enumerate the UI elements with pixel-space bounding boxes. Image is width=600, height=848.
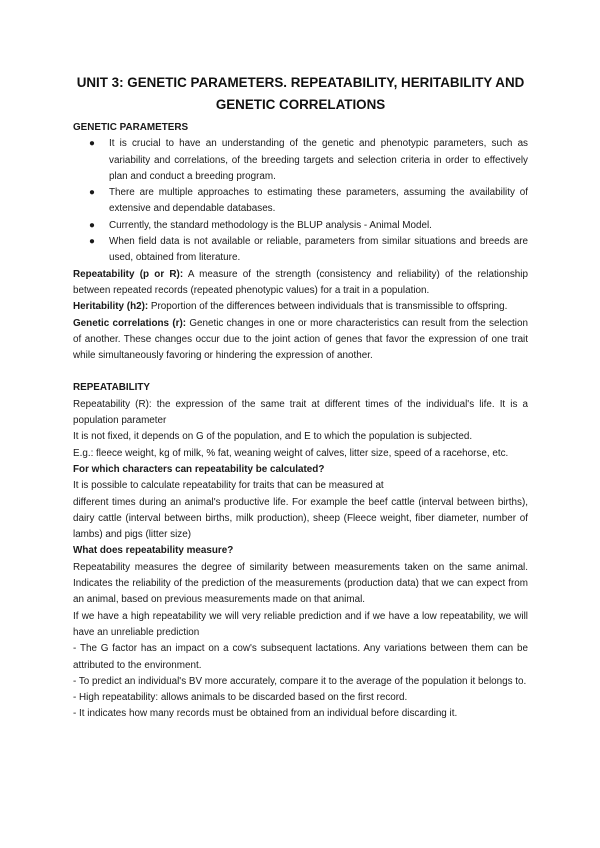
bullet-icon: ● [89, 236, 95, 248]
paragraph: E.g.: fleece weight, kg of milk, % fat, weaning weight of calves, litter size, speed of a racehorse, etc. [73, 447, 509, 459]
bullet-item: ● There are multiple approaches to estimating these parameters, assuming the availability of extensive and dependable databases. [89, 187, 528, 215]
bullet-item: ● Currently, the standard methodology is the BLUP analysis - Animal Model. [109, 218, 528, 234]
paragraph: - To predict an individual's BV more accurately, compare it to the average of the population it belongs to. [73, 675, 527, 687]
paragraph: - High repeatability: allows animals to be discarded based on the first record. [73, 692, 408, 704]
paragraph: It is not fixed, it depends on G of the population, and E to which the population is subjected. [73, 431, 473, 443]
paragraph: different times during an animal's productive life. For example the beef cattle (interval between births), dairy cattle (interval between births, milk production), sheep (Fleece weight, fiber diameter, number of lambs) and pigs (litter size) [73, 496, 528, 541]
definition-genetic-correlations: Genetic correlations (r): Genetic changes in one or more characteristics can result from the selection of another. These changes occur due to the joint action of genes that favor the expression of one trait while simultaneously favoring or hindering the expression of another. [73, 317, 528, 362]
paragraph: Repeatability measures the degree of similarity between measurements taken on the same animal. Indicates the reliability of the prediction of the measurements (production data) that we can expect from an animal, based on previous measurements made on that animal. [73, 561, 528, 606]
definition-term: Repeatability (p or R): [73, 268, 184, 280]
definition-term: Genetic correlations (r): [73, 317, 187, 329]
bullet-item: ● When field data is not available or reliable, parameters from similar situations and breeds are used, obtained from literature. [89, 236, 528, 264]
bullet-icon: ● [89, 187, 95, 199]
document-title: UNIT 3: GENETIC PARAMETERS. REPEATABILITY, HERITABILITY AND GENETIC CORRELATIONS [76, 75, 525, 112]
paragraph: - It indicates how many records must be obtained from an individual before discarding it. [73, 708, 458, 720]
definition-heritability: Heritability (h2): Proportion of the differences between individuals that is transmissible to offspring. [73, 301, 508, 313]
section-heading-genetic-parameters: GENETIC PARAMETERS [73, 122, 189, 133]
question-heading: For which characters can repeatability be calculated? [73, 463, 325, 475]
paragraph: - The G factor has an impact on a cow's subsequent lactations. Any variations between them can be attributed to the environment. [73, 643, 528, 671]
bullet-icon: ● [89, 219, 95, 231]
genetic-parameters-bullet-list [73, 136, 528, 266]
paragraph: Repeatability (R): the expression of the same trait at different times of the individual's life. It is a population parameter [73, 398, 528, 427]
paragraph: It is possible to calculate repeatability for traits that can be measured at [73, 480, 384, 492]
definition-term: Heritability (h2): [73, 301, 149, 313]
definition-repeatability: Repeatability (p or R): A measure of the strength (consistency and reliability) of the relationship between repeated records (repeated phenotypic values) for a trait in a population. [73, 268, 528, 296]
paragraph: If we have a high repeatability we will very reliable prediction and if we have a low repeatability, we will have an unreliable prediction [73, 610, 528, 638]
bullet-item: ● It is crucial to have an understanding of the genetic and phenotypic parameters, such as variability and correlations, of the breeding targets and selection criteria in order to effectively plan and conduct a breeding program. [89, 138, 528, 182]
section-spacer [73, 364, 528, 380]
question-heading: What does repeatability measure? [73, 545, 234, 557]
bullet-icon: ● [89, 138, 95, 150]
section-heading-repeatability: REPEATABILITY [73, 382, 150, 394]
